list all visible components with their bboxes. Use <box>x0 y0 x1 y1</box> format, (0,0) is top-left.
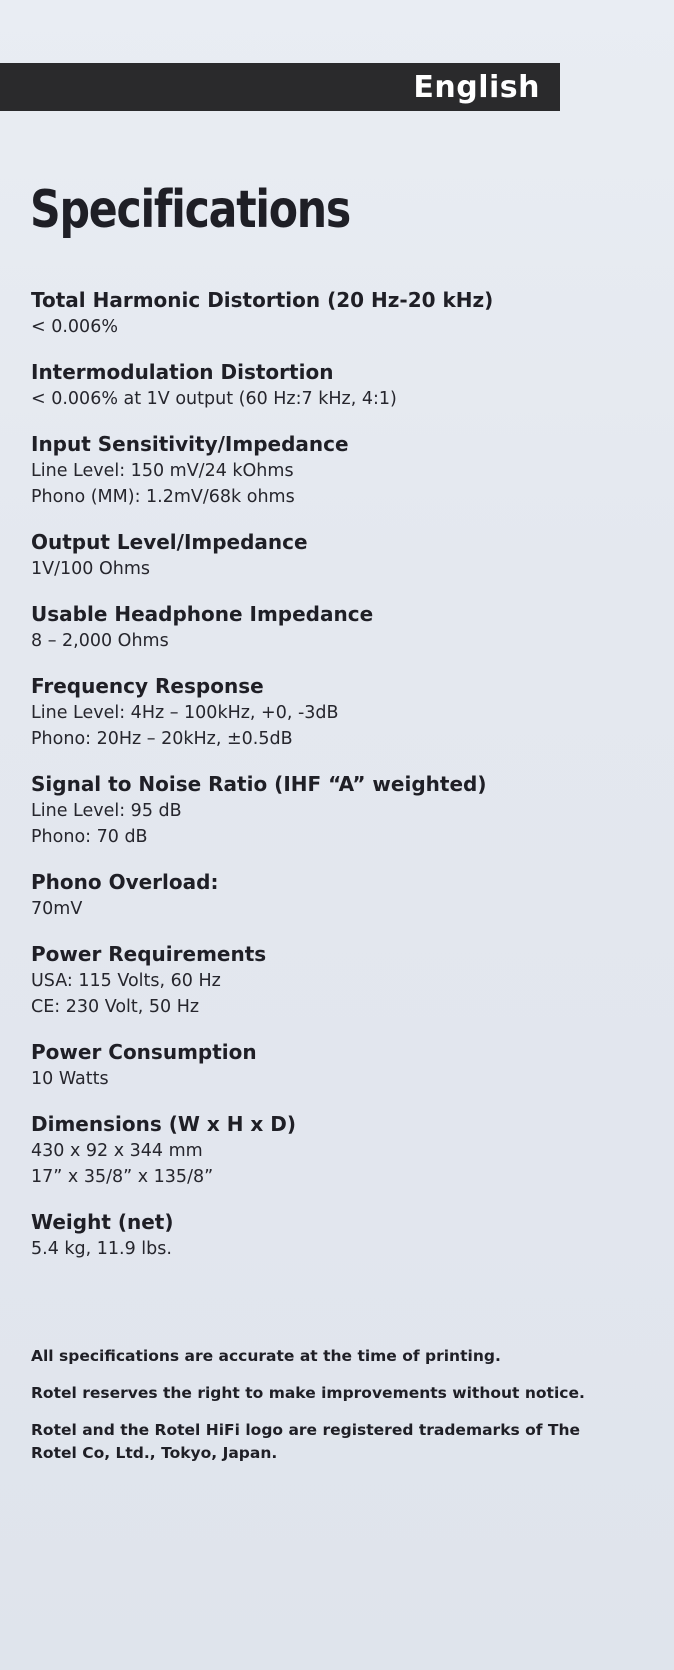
spec-value: 70mV <box>31 899 83 919</box>
spec-label: Weight (net) <box>31 1210 174 1234</box>
spec-frequency-response <box>31 673 651 752</box>
spec-value: 430 x 92 x 344 mm <box>31 1141 203 1161</box>
spec-value: 10 Watts <box>31 1069 109 1089</box>
spec-weight <box>31 1209 651 1262</box>
spec-value: Line Level: 4Hz – 100kHz, +0, -3dB <box>31 703 339 723</box>
spec-value: < 0.006% at 1V output (60 Hz:7 kHz, 4:1) <box>31 389 397 409</box>
spec-value: Phono (MM): 1.2mV/68k ohms <box>31 487 295 507</box>
spec-value: Phono: 20Hz – 20kHz, ±0.5dB <box>31 729 293 749</box>
spec-label: Dimensions (W x H x D) <box>31 1112 297 1136</box>
spec-label: Phono Overload: <box>31 870 219 894</box>
spec-total-harmonic-distortion <box>31 287 651 340</box>
spec-headphone-impedance <box>31 601 651 654</box>
spec-power-requirements <box>31 941 651 1020</box>
spec-value: CE: 230 Volt, 50 Hz <box>31 997 200 1017</box>
page-title: Specifications <box>30 180 351 240</box>
spec-signal-to-noise <box>31 771 651 850</box>
spec-label: Power Consumption <box>31 1040 257 1064</box>
spec-label: Usable Headphone Impedance <box>31 602 374 626</box>
spec-value: 8 – 2,000 Ohms <box>31 631 169 651</box>
spec-label: Output Level/Impedance <box>31 530 308 554</box>
spec-input-sensitivity <box>31 431 651 510</box>
spec-list <box>31 287 651 1281</box>
footnotes <box>31 1345 591 1479</box>
spec-value: < 0.006% <box>31 317 118 337</box>
spec-label: Power Requirements <box>31 942 267 966</box>
spec-dimensions <box>31 1111 651 1190</box>
spec-label: Intermodulation Distortion <box>31 360 334 384</box>
spec-label: Input Sensitivity/Impedance <box>31 432 349 456</box>
spec-label: Signal to Noise Ratio (IHF “A” weighted) <box>31 772 487 796</box>
note-improvements: Rotel reserves the right to make improvements without notice. <box>31 1384 585 1402</box>
language-header-bar <box>0 63 560 111</box>
spec-label: Frequency Response <box>31 674 264 698</box>
spec-intermodulation-distortion <box>31 359 651 412</box>
note-trademarks: Rotel and the Rotel HiFi logo are registered trademarks of The Rotel Co, Ltd., Tokyo, Japan. <box>31 1421 581 1462</box>
spec-value: Line Level: 95 dB <box>31 801 182 821</box>
spec-phono-overload <box>31 869 651 922</box>
language-label: English <box>413 69 540 105</box>
note-accuracy: All specifications are accurate at the time of printing. <box>31 1347 501 1365</box>
spec-value: Phono: 70 dB <box>31 827 148 847</box>
spec-power-consumption <box>31 1039 651 1092</box>
spec-value: USA: 115 Volts, 60 Hz <box>31 971 221 991</box>
spec-value: 17” x 35/8” x 135/8” <box>31 1167 214 1187</box>
spec-value: Line Level: 150 mV/24 kOhms <box>31 461 294 481</box>
spec-value: 5.4 kg, 11.9 lbs. <box>31 1239 172 1259</box>
spec-output-level <box>31 529 651 582</box>
spec-label: Total Harmonic Distortion (20 Hz-20 kHz) <box>31 288 494 312</box>
spec-value: 1V/100 Ohms <box>31 559 150 579</box>
